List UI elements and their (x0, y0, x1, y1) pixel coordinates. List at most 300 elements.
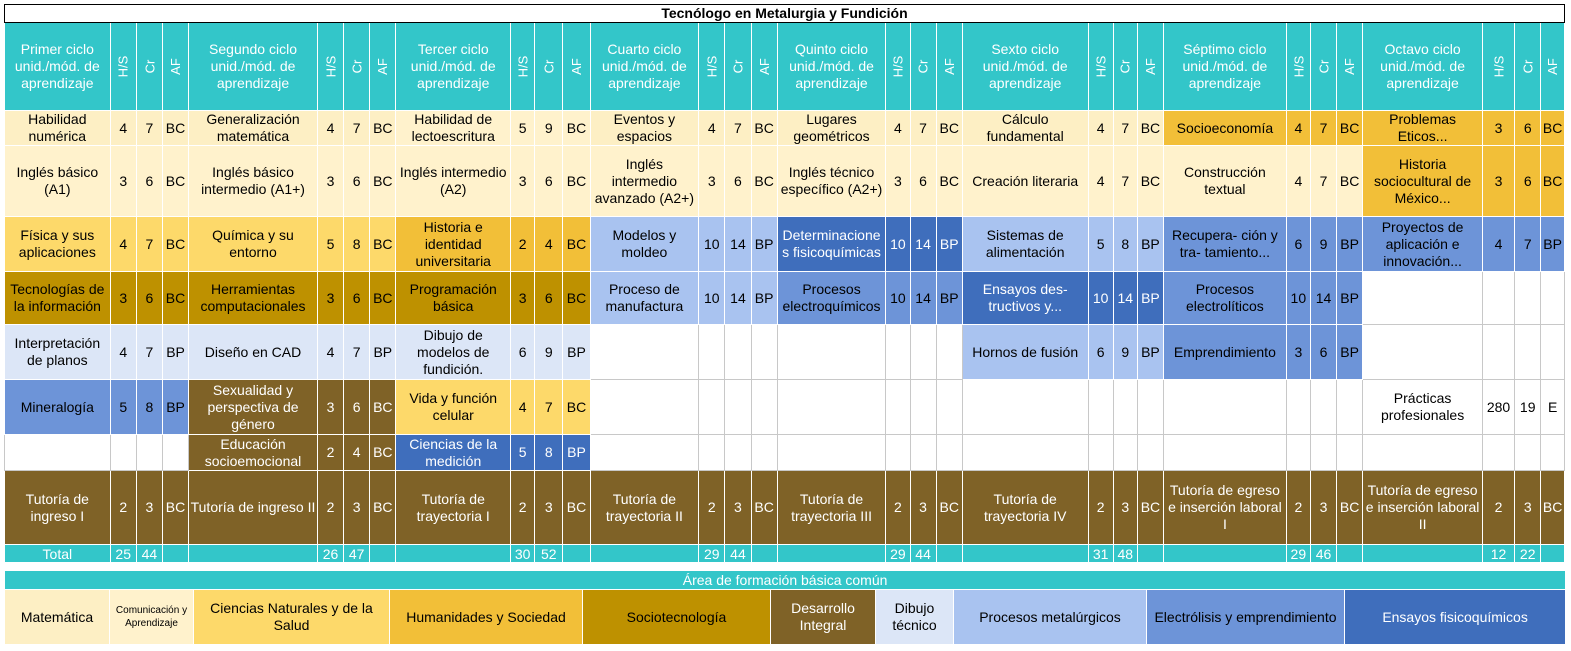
column-header-af (751, 23, 777, 111)
course-name: Tutoría de egreso e inserción laboral I (1164, 471, 1287, 545)
empty-cell (1088, 380, 1113, 435)
course-hs: 4 (110, 325, 136, 380)
course-name: Modelos y moldeo (590, 217, 699, 272)
course-name: Procesos electrolíticos (1164, 272, 1287, 325)
course-name: Inglés intermedio (A2) (396, 146, 511, 217)
course-hs: 3 (110, 272, 136, 325)
course-name: Interpretación de planos (5, 325, 111, 380)
course-af: BP (563, 325, 590, 380)
course-row (5, 272, 1565, 325)
empty-cell (1164, 435, 1287, 471)
empty-cell (910, 325, 936, 380)
course-row (5, 146, 1565, 217)
column-header-cr-label: Cr (141, 59, 157, 74)
total-cr: 52 (535, 545, 563, 563)
course-name: Tutoría de trayectoria I (396, 471, 511, 545)
course-cr: 7 (136, 111, 162, 146)
empty-cell (725, 325, 751, 380)
empty-cell (1137, 380, 1163, 435)
empty-cell (1363, 272, 1483, 325)
course-name: Inglés básico (A1) (5, 146, 111, 217)
column-header-af-label: AF (375, 58, 391, 75)
course-hs: 4 (317, 325, 343, 380)
empty-cell (162, 435, 188, 471)
course-hs: 4 (317, 111, 343, 146)
column-header-af-label: AF (941, 58, 957, 75)
course-cr: 14 (725, 272, 751, 325)
course-name: Sexualidad y perspectiva de género (189, 380, 318, 435)
course-cr: 14 (725, 217, 751, 272)
totals-spacer (962, 545, 1088, 563)
total-hs: 31 (1088, 545, 1113, 563)
cycle-header-line: unid./mód. de (1380, 58, 1465, 74)
cycle-header (962, 23, 1088, 111)
cycle-header-line: unid./mód. de (410, 58, 496, 74)
course-cr: 6 (535, 272, 563, 325)
course-af: BP (751, 217, 777, 272)
column-header-af-label: AF (1545, 58, 1561, 75)
course-name: Programación básica (396, 272, 511, 325)
total-cr: 47 (344, 545, 370, 563)
course-row (5, 217, 1565, 272)
course-af: BC (1541, 471, 1565, 545)
cycle-header-line: Quinto ciclo (794, 41, 869, 57)
course-name: Lugares geométricos (777, 111, 886, 146)
course-af: BP (1337, 272, 1363, 325)
empty-cell (1164, 380, 1287, 435)
course-name: Proceso de manufactura (590, 272, 699, 325)
empty-cell (1363, 325, 1483, 380)
column-header-hs-label: H/S (515, 55, 531, 78)
course-cr: 9 (535, 325, 563, 380)
column-header-hs (1482, 23, 1514, 111)
empty-cell (1541, 325, 1565, 380)
course-hs: 2 (511, 471, 535, 545)
course-af: BC (563, 380, 590, 435)
course-name: Historia e identidad universitaria (396, 217, 511, 272)
empty-cell (751, 325, 777, 380)
course-cr: 7 (1515, 217, 1541, 272)
totals-spacer (1164, 545, 1287, 563)
course-cr: 7 (535, 380, 563, 435)
course-cr: 6 (136, 146, 162, 217)
legend-row (5, 590, 1566, 645)
column-header-af (936, 23, 962, 111)
course-cr: 3 (136, 471, 162, 545)
grid-title: Tecnólogo en Metalurgia y Fundición (5, 5, 1565, 23)
course-hs: 3 (110, 146, 136, 217)
total-cr: 22 (1515, 545, 1541, 563)
column-header-cr-label: Cr (1117, 59, 1133, 74)
course-cr: 4 (344, 435, 370, 471)
column-header-cr-label: Cr (730, 59, 746, 74)
course-cr: 19 (1515, 380, 1541, 435)
empty-cell (725, 380, 751, 435)
course-af: BC (370, 146, 396, 217)
empty-cell (777, 325, 886, 380)
course-af: BP (1337, 217, 1363, 272)
course-hs: 3 (886, 146, 910, 217)
course-cr: 6 (1515, 146, 1541, 217)
course-name: Emprendimiento (1164, 325, 1287, 380)
totals-spacer (1363, 545, 1483, 563)
course-hs: 4 (699, 111, 725, 146)
course-row (5, 435, 1565, 471)
total-af (1337, 545, 1363, 563)
course-cr: 9 (1113, 325, 1137, 380)
course-hs: 3 (1482, 146, 1514, 217)
course-cr: 7 (1113, 111, 1137, 146)
course-hs: 2 (1286, 471, 1310, 545)
course-af: BC (936, 146, 962, 217)
course-cr: 6 (1515, 111, 1541, 146)
cycle-header-line: aprendizaje (795, 75, 868, 91)
empty-cell (5, 435, 111, 471)
course-af: BC (370, 435, 396, 471)
legend-item: Dibujo técnico (876, 590, 954, 645)
empty-cell (1515, 272, 1541, 325)
course-af: BP (751, 272, 777, 325)
legend-item: Sociotecnología (583, 590, 771, 645)
empty-cell (1541, 272, 1565, 325)
empty-cell (1482, 435, 1514, 471)
column-header-hs-label: H/S (704, 55, 720, 78)
empty-cell (1286, 380, 1310, 435)
course-name: Eventos y espacios (590, 111, 699, 146)
course-af: BC (162, 272, 188, 325)
empty-cell (886, 325, 910, 380)
course-af: BC (1337, 111, 1363, 146)
cycle-header-line: Cuarto ciclo (607, 41, 682, 57)
column-header-cr (344, 23, 370, 111)
cycle-header (189, 23, 318, 111)
course-cr: 3 (344, 471, 370, 545)
course-hs: 2 (511, 217, 535, 272)
course-af: BC (936, 471, 962, 545)
column-header-af (1337, 23, 1363, 111)
course-hs: 5 (511, 435, 535, 471)
total-hs: 12 (1482, 545, 1514, 563)
empty-cell (886, 380, 910, 435)
course-name: Construcción textual (1164, 146, 1287, 217)
course-name: Tutoría de trayectoria II (590, 471, 699, 545)
total-cr: 44 (910, 545, 936, 563)
empty-cell (725, 435, 751, 471)
course-hs: 10 (886, 272, 910, 325)
cycle-header (590, 23, 699, 111)
course-hs: 10 (699, 272, 725, 325)
course-name: Recupera- ción y tra- tamiento... (1164, 217, 1287, 272)
legend-title: Área de formación básica común (5, 571, 1566, 590)
course-af: BC (1541, 111, 1565, 146)
column-header-cr-label: Cr (1315, 59, 1331, 74)
course-af: BC (370, 217, 396, 272)
course-af: E (1541, 380, 1565, 435)
cycle-header (5, 23, 111, 111)
column-header-cr (725, 23, 751, 111)
legend-item: Electrólisis y emprendimiento (1147, 590, 1345, 645)
course-cr: 3 (535, 471, 563, 545)
empty-cell (699, 435, 725, 471)
cycle-header (396, 23, 511, 111)
course-af: BC (563, 111, 590, 146)
course-af: BC (751, 111, 777, 146)
legend-item: Ensayos fisicoquímicos (1345, 590, 1566, 645)
course-af: BC (563, 272, 590, 325)
course-hs: 5 (317, 217, 343, 272)
cycle-header-line: aprendizaje (1386, 75, 1459, 91)
course-cr: 14 (910, 217, 936, 272)
cycle-header-line: aprendizaje (608, 75, 681, 91)
course-name: Inglés intermedio avanzado (A2+) (590, 146, 699, 217)
course-name: Ciencias de la medición (396, 435, 511, 471)
course-hs: 10 (1088, 272, 1113, 325)
course-name: Física y sus aplicaciones (5, 217, 111, 272)
empty-cell (936, 435, 962, 471)
course-row (5, 325, 1565, 380)
empty-cell (1515, 435, 1541, 471)
course-hs: 2 (699, 471, 725, 545)
empty-cell (1113, 380, 1137, 435)
course-cr: 6 (344, 272, 370, 325)
course-cr: 3 (725, 471, 751, 545)
course-name: Tutoría de egreso e inserción laboral II (1363, 471, 1483, 545)
empty-cell (1286, 435, 1310, 471)
course-cr: 7 (910, 111, 936, 146)
course-hs: 2 (1482, 471, 1514, 545)
column-header-hs (886, 23, 910, 111)
course-name: Mineralogía (5, 380, 111, 435)
course-cr: 7 (1113, 146, 1137, 217)
cycle-header-line: unid./mód. de (982, 58, 1068, 74)
empty-cell (1337, 435, 1363, 471)
empty-cell (886, 435, 910, 471)
cycle-header (1164, 23, 1287, 111)
cycle-header-line: Segundo ciclo (209, 41, 297, 57)
course-hs: 2 (110, 471, 136, 545)
course-hs: 5 (1088, 217, 1113, 272)
course-af: BC (162, 111, 188, 146)
total-hs: 29 (1286, 545, 1310, 563)
course-af: BC (563, 471, 590, 545)
course-af: BC (936, 111, 962, 146)
column-header-af (1137, 23, 1163, 111)
course-name: Hornos de fusión (962, 325, 1088, 380)
total-af (1541, 545, 1565, 563)
course-af: BP (1337, 325, 1363, 380)
course-cr: 7 (344, 325, 370, 380)
empty-cell (1137, 435, 1163, 471)
course-name: Química y su entorno (189, 217, 318, 272)
empty-cell (1337, 380, 1363, 435)
column-header-af-label: AF (756, 58, 772, 75)
course-hs: 3 (1286, 325, 1310, 380)
course-hs: 5 (511, 111, 535, 146)
course-name: Diseño en CAD (189, 325, 318, 380)
course-hs: 3 (317, 146, 343, 217)
column-header-cr (910, 23, 936, 111)
course-cr: 7 (136, 325, 162, 380)
course-af: BC (1137, 471, 1163, 545)
cycle-header-line: unid./mód. de (1182, 58, 1268, 74)
course-af: BP (1541, 217, 1565, 272)
totals-label: Total (5, 545, 111, 563)
course-af: BP (936, 272, 962, 325)
empty-cell (590, 380, 699, 435)
cycle-header (777, 23, 886, 111)
course-hs: 3 (317, 380, 343, 435)
cycle-header-line: Primer ciclo (20, 41, 94, 57)
course-cr: 6 (344, 146, 370, 217)
total-af (162, 545, 188, 563)
course-cr: 9 (535, 111, 563, 146)
course-hs: 4 (886, 111, 910, 146)
course-cr: 6 (344, 380, 370, 435)
course-af: BP (370, 325, 396, 380)
empty-cell (110, 435, 136, 471)
course-cr: 6 (725, 146, 751, 217)
column-header-af (370, 23, 396, 111)
course-name: Habilidad numérica (5, 111, 111, 146)
column-header-hs (699, 23, 725, 111)
course-hs: 3 (511, 146, 535, 217)
column-header-af-label: AF (1342, 58, 1358, 75)
totals-spacer (189, 545, 318, 563)
empty-cell (1515, 325, 1541, 380)
course-af: BC (162, 217, 188, 272)
cycle-header-line: aprendizaje (216, 75, 290, 91)
course-hs: 10 (699, 217, 725, 272)
empty-cell (910, 435, 936, 471)
course-hs: 4 (1286, 111, 1310, 146)
course-name: Socioeconomía (1164, 111, 1287, 146)
course-hs: 3 (511, 272, 535, 325)
cycle-header (1363, 23, 1483, 111)
total-hs: 25 (110, 545, 136, 563)
course-name: Inglés básico intermedio (A1+) (189, 146, 318, 217)
column-header-hs-label: H/S (1491, 55, 1507, 78)
course-cr: 3 (1310, 471, 1336, 545)
course-hs: 4 (1482, 217, 1514, 272)
totals-row (5, 545, 1565, 563)
course-af: BC (162, 471, 188, 545)
column-header-hs (317, 23, 343, 111)
course-name: Tutoría de ingreso I (5, 471, 111, 545)
column-header-cr (1515, 23, 1541, 111)
curriculum-grid (4, 4, 1565, 563)
column-header-hs-label: H/S (1093, 55, 1109, 78)
course-name: Sistemas de alimentación (962, 217, 1088, 272)
empty-cell (699, 380, 725, 435)
course-af: BP (1137, 272, 1163, 325)
course-cr: 7 (725, 111, 751, 146)
column-header-cr (1113, 23, 1137, 111)
empty-cell (777, 435, 886, 471)
column-header-hs (511, 23, 535, 111)
column-header-hs-label: H/S (322, 55, 338, 78)
column-header-cr (535, 23, 563, 111)
course-af: BP (563, 435, 590, 471)
course-cr: 3 (1113, 471, 1137, 545)
legend-item: Matemática (5, 590, 110, 645)
column-header-cr-label: Cr (541, 59, 557, 74)
course-af: BC (1137, 146, 1163, 217)
empty-cell (936, 325, 962, 380)
course-name: Dibujo de modelos de fundición. (396, 325, 511, 380)
course-cr: 8 (1113, 217, 1137, 272)
empty-cell (936, 380, 962, 435)
course-cr: 8 (136, 380, 162, 435)
course-cr: 4 (535, 217, 563, 272)
course-hs: 4 (1088, 111, 1113, 146)
cycle-header-line: unid./mód. de (601, 58, 687, 74)
column-header-hs-label: H/S (1291, 55, 1307, 78)
cycle-header-line: aprendizaje (417, 75, 490, 91)
course-hs: 10 (1286, 272, 1310, 325)
course-af: BP (1137, 217, 1163, 272)
course-name: Generalización matemática (189, 111, 318, 146)
course-hs: 3 (1482, 111, 1514, 146)
total-af (936, 545, 962, 563)
column-header-hs (1088, 23, 1113, 111)
course-cr: 7 (344, 111, 370, 146)
empty-cell (1482, 325, 1514, 380)
cycle-header-line: unid./mód. de (14, 58, 100, 74)
course-name: Tutoría de trayectoria III (777, 471, 886, 545)
total-af (563, 545, 590, 563)
course-cr: 7 (136, 217, 162, 272)
course-af: BC (370, 471, 396, 545)
course-cr: 14 (910, 272, 936, 325)
course-name: Creación literaria (962, 146, 1088, 217)
legend-item: Procesos metalúrgicos (954, 590, 1147, 645)
course-name: Habilidad de lectoescritura (396, 111, 511, 146)
course-row (5, 111, 1565, 146)
column-header-cr (1310, 23, 1336, 111)
course-cr: 6 (910, 146, 936, 217)
course-af: BC (1337, 471, 1363, 545)
cycle-header-line: Séptimo ciclo (1183, 41, 1267, 57)
cycle-header-line: unid./mód. de (210, 58, 296, 74)
course-name: Tecnologías de la información (5, 272, 111, 325)
empty-cell (751, 435, 777, 471)
empty-cell (1113, 435, 1137, 471)
legend-item: Comunicación y Aprendizaje (110, 590, 194, 645)
column-header-af-label: AF (168, 58, 184, 75)
cycle-header-line: aprendizaje (21, 75, 94, 91)
empty-cell (590, 435, 699, 471)
course-cr: 14 (1113, 272, 1137, 325)
course-cr: 14 (1310, 272, 1336, 325)
empty-cell (1363, 435, 1483, 471)
course-cr: 6 (535, 146, 563, 217)
empty-cell (699, 325, 725, 380)
empty-cell (1541, 435, 1565, 471)
course-cr: 9 (1310, 217, 1336, 272)
area-legend (4, 570, 1566, 645)
course-hs: 4 (110, 217, 136, 272)
total-cr: 46 (1310, 545, 1336, 563)
course-cr: 3 (1515, 471, 1541, 545)
course-hs: 10 (886, 217, 910, 272)
course-hs: 3 (699, 146, 725, 217)
column-header-hs (110, 23, 136, 111)
course-af: BC (1337, 146, 1363, 217)
course-hs: 3 (317, 272, 343, 325)
course-hs: 2 (1088, 471, 1113, 545)
course-hs: 5 (110, 380, 136, 435)
course-af: BC (751, 146, 777, 217)
